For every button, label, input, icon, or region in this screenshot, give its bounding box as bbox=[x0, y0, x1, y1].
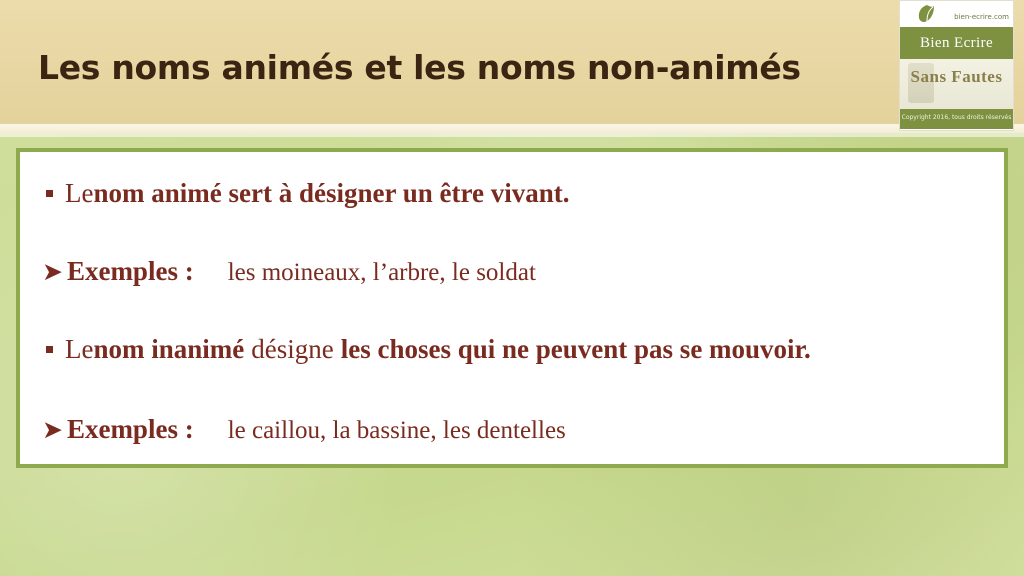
arrow-bullet-icon: ➤ bbox=[42, 417, 63, 444]
logo bbox=[899, 0, 1014, 131]
header-band-highlight bbox=[0, 124, 1024, 133]
leaf-icon bbox=[916, 4, 938, 24]
logo-brand-bar bbox=[900, 27, 1013, 59]
examples-value-1: les moineaux, l’arbre, le soldat bbox=[227, 259, 536, 286]
square-bullet-icon bbox=[46, 190, 53, 197]
logo-tagline-area bbox=[900, 59, 1013, 109]
logo-brand: Bien Ecrire bbox=[919, 35, 994, 51]
content-line-4 bbox=[42, 414, 566, 445]
line-3-text-bold-1: nom inanimé bbox=[93, 334, 245, 364]
header-band-highlight-2 bbox=[0, 133, 1024, 137]
content-box bbox=[16, 148, 1008, 468]
examples-label-1: Exemples : bbox=[66, 256, 194, 286]
logo-copyright: Copyright 2016, tous droits réservés bbox=[901, 114, 1012, 121]
line-3-text-plain-2: désigne bbox=[251, 334, 334, 364]
logo-tagline: Sans Fautes bbox=[910, 67, 1003, 86]
content-line-1 bbox=[46, 178, 569, 209]
line-3-text-plain-1: Le bbox=[65, 334, 94, 364]
logo-url: bien-ecrire.com bbox=[954, 13, 1009, 21]
examples-value-2: le caillou, la bassine, les dentelles bbox=[227, 417, 566, 444]
square-bullet-icon bbox=[46, 346, 53, 353]
arrow-bullet-icon: ➤ bbox=[42, 259, 63, 286]
logo-top-bar bbox=[900, 1, 1013, 27]
line-1-text-bold: nom animé sert à désigner un être vivant. bbox=[93, 178, 570, 208]
page-title: Les noms animés et les noms non-animés bbox=[38, 48, 801, 87]
line-1-text-plain: Le bbox=[65, 178, 94, 208]
content-line-2 bbox=[42, 256, 536, 287]
content-line-3 bbox=[46, 334, 811, 365]
logo-footer-bar bbox=[900, 109, 1013, 129]
examples-label-2: Exemples : bbox=[66, 414, 194, 444]
line-3-text-bold-2: les choses qui ne peuvent pas se mouvoir. bbox=[340, 334, 811, 364]
